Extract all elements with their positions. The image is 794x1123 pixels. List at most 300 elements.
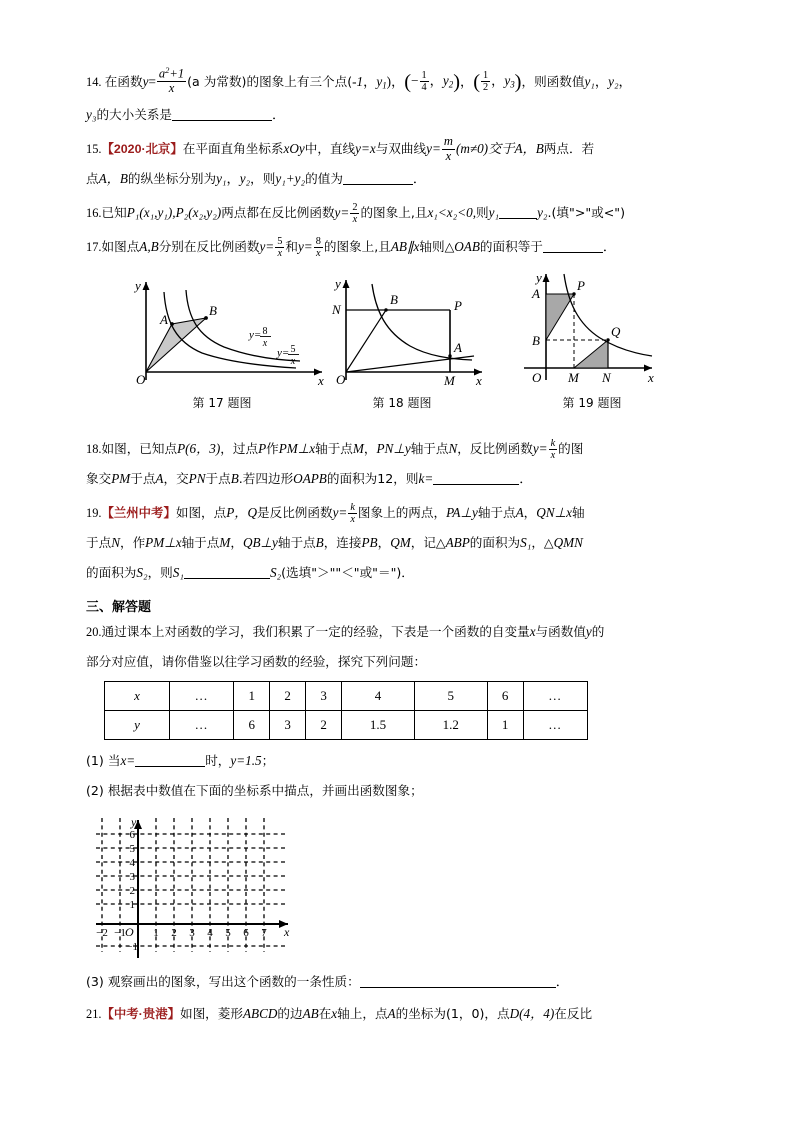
q19-line2-i: 的面积为 (469, 535, 521, 551)
q19-answer-blank[interactable] (184, 578, 270, 579)
q18-answer-blank[interactable] (433, 484, 519, 485)
q17-ab: A,B (139, 239, 159, 255)
q16-ineq: x₁<x₂<0, (427, 205, 477, 221)
q18-line2-e: .若四边形 (238, 471, 294, 487)
figure-17 (124, 268, 339, 411)
table-cell-y-3: 2 (306, 711, 342, 740)
q19-line2-h: ，记△ (410, 535, 446, 551)
q19-line2-e: 轴于点 (277, 535, 316, 551)
q19-qn: QN⊥x (536, 505, 572, 521)
q20-text-line1b: 与函数值 (535, 624, 586, 640)
q19-line2-pm: PM⊥x (145, 535, 182, 551)
q16-frac-den: x (352, 214, 358, 226)
function-values-table (104, 681, 588, 740)
q14-mid-text: (a 为常数)的图象上有三个点( (187, 73, 353, 89)
q15-text-b: 中，直线 (304, 141, 356, 157)
q14-tail-text: ，则函数值 (521, 73, 585, 89)
q16-fraction (350, 202, 359, 225)
q14-paren-open-3: ( (473, 70, 480, 93)
question-14-prefix: 在函数 (104, 73, 143, 89)
fig19-label-N: N (602, 370, 611, 386)
q19-s1b: S₁ (172, 565, 184, 581)
q18-line2-b: 于点 (130, 471, 156, 487)
q17-f2-num: 8 (315, 235, 321, 247)
fig19-label-Q: Q (611, 324, 621, 340)
q18-oapb: OAPB (293, 471, 327, 487)
q20-p1-x: x= (120, 753, 136, 769)
question-19-number: 19. (86, 506, 102, 521)
q19-line2-qm: QM (390, 535, 411, 551)
q14-close1: )， (386, 73, 405, 89)
q19-line2-B: B (315, 535, 324, 551)
q17-answer-blank[interactable] (543, 252, 603, 253)
q20-p3-blank[interactable] (360, 987, 556, 988)
q19-line2-d: ， (230, 535, 243, 551)
grid-y-tick-3: 3 (129, 871, 135, 884)
table-cell-x-label: x (105, 682, 170, 711)
q15-fraction (442, 135, 455, 163)
q20-text-line1c: 的 (591, 624, 605, 640)
fig19-label-O: O (532, 370, 542, 386)
q20-p1-a: (1) 当 (86, 753, 121, 769)
q15-line2-points: A，B (98, 171, 128, 187)
q15-line2-c: ，则 (250, 171, 276, 187)
grid-axis-x-label: x (284, 925, 290, 940)
q14-paren-open-2: ( (404, 70, 412, 93)
q19-pq: P，Q (226, 505, 257, 521)
q15-line2-a: 点 (86, 171, 99, 187)
table-cell-x-6: 6 (487, 682, 523, 711)
grid-y-tick-6: 6 (129, 829, 135, 842)
q16-frac-num: 2 (352, 201, 358, 213)
q14-var-y: y (142, 73, 149, 89)
q14-point2-group (404, 66, 460, 100)
fig17-axis-y: y (135, 278, 141, 294)
q19-s2b: S₂ (269, 565, 282, 581)
q17-fraction-1 (275, 236, 284, 259)
q21-d: D(4，4) (509, 1006, 555, 1022)
figure-18-svg (324, 268, 499, 388)
grid-x-tick-neg2: −2 (96, 927, 108, 940)
fig17-label-O: O (136, 372, 146, 388)
q19-fraction (348, 502, 357, 525)
q21-text-c: 在 (318, 1006, 332, 1022)
fig19-label-B: B (532, 333, 540, 349)
fig19-axis-x: x (648, 370, 654, 386)
q19-line3-c: (选填"＞""＜"或"＝")． (281, 565, 414, 581)
grid-x-tick-2: 2 (171, 927, 177, 940)
q18-period: ． (519, 471, 533, 487)
q14-point1-x: -1 (352, 73, 364, 89)
question-19 (86, 498, 711, 588)
figure-19 (516, 268, 681, 411)
page-content (86, 66, 711, 1033)
q16-text-c: 的图象上,且 (360, 205, 428, 221)
q20-p1-blank[interactable] (135, 766, 205, 767)
q18-line2-c: ，交 (163, 471, 189, 487)
q18-text-b: ，过点 (220, 441, 259, 457)
q20-p3-text: (3) 观察画出的图象，写出这个函数的一条性质： (86, 974, 360, 990)
q19-frac-den: x (350, 514, 355, 526)
figure-18-caption: 第 18 题图 (372, 396, 432, 411)
q18-m: M (352, 441, 364, 457)
q16-text-e: .(填">"或<") (547, 205, 626, 221)
q18-text-d: 轴于点 (315, 441, 353, 457)
fig17-curve-label-5x (276, 344, 299, 367)
table-cell-y-2: 3 (270, 711, 306, 740)
q14-point1-y: $y_1$ (376, 73, 387, 91)
figure-19-caption: 第 19 题图 (562, 396, 622, 411)
table-cell-x-7: … (523, 682, 587, 711)
grid-x-tick-5: 5 (225, 927, 231, 940)
q18-eq-y: y= (532, 441, 548, 457)
question-15 (86, 134, 711, 194)
fig19-label-M: M (568, 370, 579, 386)
q21-text-f: 在反比 (554, 1006, 593, 1022)
coordinate-grid-svg (92, 812, 302, 960)
grid-y-tick-4: 4 (129, 857, 135, 870)
table-cell-y-label: y (105, 711, 170, 740)
fig17-label-B: B (209, 303, 217, 319)
question-17 (86, 232, 711, 262)
question-16-number: 16. (86, 206, 102, 221)
question-20-part-3 (86, 967, 711, 997)
q18-k: k= (418, 471, 434, 487)
grid-x-tick-4: 4 (207, 927, 213, 940)
grid-x-tick-3: 3 (189, 927, 195, 940)
q19-text-b: 是反比例函数 (257, 505, 333, 521)
q18-pm: PM⊥x (278, 441, 316, 457)
q20-text-line1: 通过课本上对函数的学习，我们积累了一定的经验，下表是一个函数的自变量 (101, 624, 530, 640)
q16-answer-blank[interactable] (499, 218, 537, 219)
q17-text-f: 的面积等于 (479, 239, 543, 255)
q19-line2-c: 轴于点 (181, 535, 220, 551)
question-19-tag: 【兰州中考】 (101, 506, 176, 521)
grid-origin-label: O (125, 925, 134, 940)
q14-point2-y: $y_2$ (442, 73, 454, 90)
q20-p1-b: 时， (205, 753, 231, 769)
q14-comma1: ， (363, 73, 377, 89)
q19-line2-j: ，△ (531, 535, 554, 551)
grid-y-tick-5: 5 (129, 843, 135, 856)
question-20 (86, 617, 711, 677)
q14-paren-close-3: ) (514, 70, 522, 93)
q14-answer-blank[interactable] (172, 120, 272, 121)
question-14-number: 14. (86, 74, 102, 89)
q15-line2-d: 的值为 (305, 171, 343, 187)
q15-frac-num: m (443, 134, 453, 149)
q16-p2: P₂(x₂,y₂) (175, 205, 222, 221)
q14-p3-num: 1 (483, 69, 489, 81)
q14-point2-fraction (420, 70, 429, 93)
q17-eq2-y: y= (297, 239, 313, 255)
q14-point2-sign: − (411, 73, 419, 88)
fig18-axis-y: y (335, 276, 341, 292)
grid-axis-y-label: y (131, 815, 137, 830)
q19-line3-b: ，则 (147, 565, 173, 581)
q15-text-d: (m≠0)交于 (455, 141, 515, 157)
q21-text-e: 的坐标为(1，0)，点 (395, 1006, 510, 1022)
q17-text-c: 和 (285, 239, 298, 255)
grid-y-tick-2: 2 (129, 885, 135, 898)
q17-period: ． (602, 239, 617, 255)
q18-line2-pn: PN (188, 471, 206, 487)
q16-text-d: 则 (476, 205, 489, 221)
question-17-number: 17. (86, 240, 102, 255)
coordinate-grid-figure (92, 812, 711, 965)
grid-x-tick-7: 7 (261, 927, 267, 940)
q14-point3-group (473, 66, 521, 100)
table-cell-x-4: 4 (342, 682, 415, 711)
q14-p2-den: 4 (421, 81, 427, 93)
q15-comma: ， (226, 171, 240, 187)
q19-text-f: 轴 (571, 505, 585, 521)
table-cell-x-5: 5 (414, 682, 487, 711)
question-21-tag: 【中考·贵港】 (101, 1007, 180, 1022)
q21-x: x (331, 1006, 338, 1022)
q18-n: N (448, 441, 458, 457)
table-cell-x-0: … (170, 682, 234, 711)
q18-pn: PN⊥y (376, 441, 411, 457)
q14-comma2: ， (429, 73, 443, 88)
fig18-label-N: N (332, 302, 341, 318)
q14-point3-y: $y_3$ (504, 73, 515, 90)
q19-text-d: 轴于点 (477, 505, 516, 521)
svg-text:5: 5 (290, 344, 296, 356)
question-18 (86, 434, 711, 494)
svg-text:8: 8 (262, 326, 268, 338)
question-15-number: 15. (86, 142, 102, 157)
table-cell-y-6: 1 (487, 711, 523, 740)
q15-eq2-y: y= (426, 141, 441, 157)
table-cell-y-0: … (170, 711, 234, 740)
q20-p1-y: y=1.5 (230, 753, 262, 769)
q17-text-a: 如图点 (101, 239, 140, 255)
table-cell-x-3: 3 (306, 682, 342, 711)
fig17-curve-label-8x (248, 326, 271, 349)
q18-text-c: 作 (266, 441, 279, 457)
q20-text-line2: 部分对应值，请你借鉴以往学习函数的经验，探究下列问题： (86, 654, 427, 670)
q14-paren-close-2: ) (453, 70, 460, 93)
q15-eq1: y=x (355, 141, 376, 157)
q21-ab: AB (302, 1006, 319, 1022)
q17-abx: AB∥x (390, 239, 420, 255)
q15-answer-blank[interactable] (343, 184, 413, 185)
q18-fraction (549, 438, 558, 461)
question-20-part-1 (86, 746, 711, 776)
q14-point3-fraction (481, 70, 490, 93)
q19-abp: ABP (445, 535, 470, 551)
fig18-label-O: O (336, 372, 346, 388)
q18-line2-B: B (230, 471, 239, 487)
q17-fraction-2 (314, 236, 323, 259)
grid-x-tick-1: 1 (153, 927, 159, 940)
figure-18 (324, 268, 499, 411)
q14-comma6: ， (618, 73, 632, 89)
fig18-axis-x: x (476, 373, 482, 389)
fig19-axis-y: y (536, 270, 542, 286)
grid-y-tick-1: 1 (129, 899, 135, 912)
q14-frac-numerator: $a^2+1$ (158, 65, 185, 81)
table-row-x (105, 682, 588, 711)
figures-row (86, 268, 711, 418)
svg-text:y=: y= (249, 329, 262, 342)
grid-x-tick-neg1: −1 (114, 927, 126, 940)
q15-line2-b: 的纵坐标分别为 (127, 171, 217, 187)
q19-text-e: ， (523, 505, 537, 521)
q19-line2-pb: PB (361, 535, 378, 551)
fig18-label-P: P (454, 298, 462, 314)
fig17-label-A: A (160, 312, 168, 328)
q19-qmn: QMN (553, 535, 583, 551)
q20-y-var: y (585, 624, 592, 640)
svg-text:x: x (290, 356, 296, 368)
q18-line2-f: 的面积为12，则 (326, 471, 419, 487)
q18-line2-A: A (155, 471, 164, 487)
q18-text-e: ， (363, 441, 377, 457)
q16-text-b: 两点都在反比例函数 (221, 205, 335, 221)
q18-frac-num: k (550, 437, 556, 449)
grid-x-tick-6: 6 (243, 927, 249, 940)
question-21 (86, 999, 711, 1029)
q20-x-var: x (529, 624, 536, 640)
q14-fraction (157, 66, 186, 96)
question-20-part-2 (86, 776, 711, 806)
table-row-y (105, 711, 588, 740)
q14-comma4: ， (491, 73, 505, 88)
q14-y2: y₂ (608, 73, 619, 89)
grid-y-tick-neg1: −1 (126, 941, 138, 954)
fig19-label-A: A (532, 286, 540, 302)
table-cell-y-7: … (523, 711, 587, 740)
q21-a: A (387, 1006, 396, 1022)
q14-comma5: ， (594, 73, 609, 89)
fig18-label-M: M (444, 373, 455, 389)
q14-comma3: ， (460, 73, 474, 89)
q14-line2-text: 的大小关系是 (96, 107, 173, 123)
question-15-tag: 【2020·北京】 (101, 142, 183, 157)
q14-p3-den: 2 (483, 81, 489, 93)
table-cell-y-1: 6 (234, 711, 270, 740)
q18-frac-den: x (550, 450, 556, 462)
question-18-number: 18. (86, 442, 102, 457)
q14-y1: y₁ (584, 73, 595, 89)
q18-text-g: ，反比例函数 (457, 441, 533, 457)
q17-text-b: 分别在反比例函数 (158, 239, 260, 255)
q19-text-c: 图象上的两点， (357, 505, 447, 521)
q18-text-f: 轴于点 (410, 441, 449, 457)
q19-line2-n: N (111, 535, 120, 551)
q19-line2-m: M (219, 535, 231, 551)
q17-text-d: 的图象上,且 (323, 239, 391, 255)
q18-text-a: 如图，已知点 (101, 441, 178, 457)
q14-y3: y₃ (86, 107, 97, 123)
q15-text-a: 在平面直角坐标系 (182, 141, 284, 157)
q15-line2-y2: y₂ (239, 171, 251, 187)
svg-text:y=: y= (277, 347, 290, 360)
q21-abcd: ABCD (242, 1006, 278, 1022)
q17-text-e: 轴则△ (419, 239, 455, 255)
figure-17-svg (124, 268, 339, 388)
q18-line2-a: 象交 (86, 471, 112, 487)
q20-p1-c: ； (261, 753, 275, 769)
q16-y1: y₁ (488, 205, 500, 221)
q14-frac-denominator: x (168, 81, 175, 96)
figure-19-svg (516, 268, 681, 388)
q16-p1: P₁(x₁,y₁), (126, 205, 176, 221)
q19-line2-a: 于点 (86, 535, 112, 551)
q18-point-p: P(6，3) (177, 441, 221, 457)
q14-equals: = (148, 73, 156, 89)
q19-line2-g: ， (377, 535, 391, 551)
q16-y2: y₂ (537, 205, 548, 221)
q14-period: ． (272, 107, 286, 123)
q17-oab: OAB (454, 239, 480, 255)
q19-text-a: 如图，点 (175, 505, 227, 521)
q19-s2: S₂ (136, 565, 148, 581)
grid-x-ticks (96, 927, 267, 939)
q19-line2-qb: QB⊥y (242, 535, 278, 551)
q15-text-c: 与双曲线 (375, 141, 427, 157)
table-cell-x-2: 2 (270, 682, 306, 711)
q21-text-a: 如图，菱形 (179, 1006, 243, 1022)
q21-text-d: 轴上，点 (337, 1006, 388, 1022)
q15-frac-den: x (445, 148, 452, 163)
q19-line2-b: ，作 (119, 535, 146, 551)
q20-p3-period: ． (555, 974, 569, 990)
table-cell-x-1: 1 (234, 682, 270, 711)
q16-text-a: 已知 (101, 205, 127, 221)
q16-eq-y: y= (334, 205, 350, 221)
figure-17-caption: 第 17 题图 (192, 396, 252, 411)
q18-p2: P (258, 441, 267, 457)
fig17-axis-x: x (318, 373, 324, 389)
fig18-label-A: A (454, 340, 462, 356)
q17-f1-num: 5 (277, 235, 283, 247)
q18-line2-d: 于点 (205, 471, 231, 487)
svg-text:x: x (262, 338, 268, 350)
table-cell-y-4: 1.5 (342, 711, 415, 740)
q15-line2-y1: y₁ (216, 171, 227, 187)
q15-line2-sum: y₁+y₂ (275, 171, 306, 187)
q19-s1: S₁ (520, 535, 532, 551)
q18-line2-pm: PM (111, 471, 131, 487)
q21-text-b: 的边 (277, 1006, 303, 1022)
question-14 (86, 66, 711, 130)
q15-period: ． (412, 171, 427, 187)
q18-text-h: 的图 (558, 441, 584, 457)
question-21-number: 21. (86, 1007, 102, 1022)
fig18-label-B: B (390, 292, 398, 308)
q14-p2-num: 1 (421, 69, 427, 81)
q19-eq-y: y= (332, 505, 348, 521)
q17-f2-den: x (316, 248, 321, 260)
q17-f1-den: x (277, 248, 283, 260)
question-20-number: 20. (86, 625, 102, 640)
fig19-label-P: P (577, 278, 585, 294)
q19-a: A (515, 505, 524, 521)
q19-line3-a: 的面积为 (86, 565, 137, 581)
table-cell-y-5: 1.2 (414, 711, 487, 740)
q19-frac-num: k (350, 501, 355, 513)
q19-pa: PA⊥y (446, 505, 478, 521)
q17-eq1-y: y= (259, 239, 275, 255)
section-heading-3: 三、解答题 (86, 600, 152, 616)
q15-text-e: 两点．若 (543, 141, 595, 157)
q15-points: A，B (514, 141, 544, 157)
q15-xoy: xOy (283, 141, 305, 157)
q20-p2-text: (2) 根据表中数值在下面的坐标系中描点，并画出函数图象； (86, 783, 423, 799)
